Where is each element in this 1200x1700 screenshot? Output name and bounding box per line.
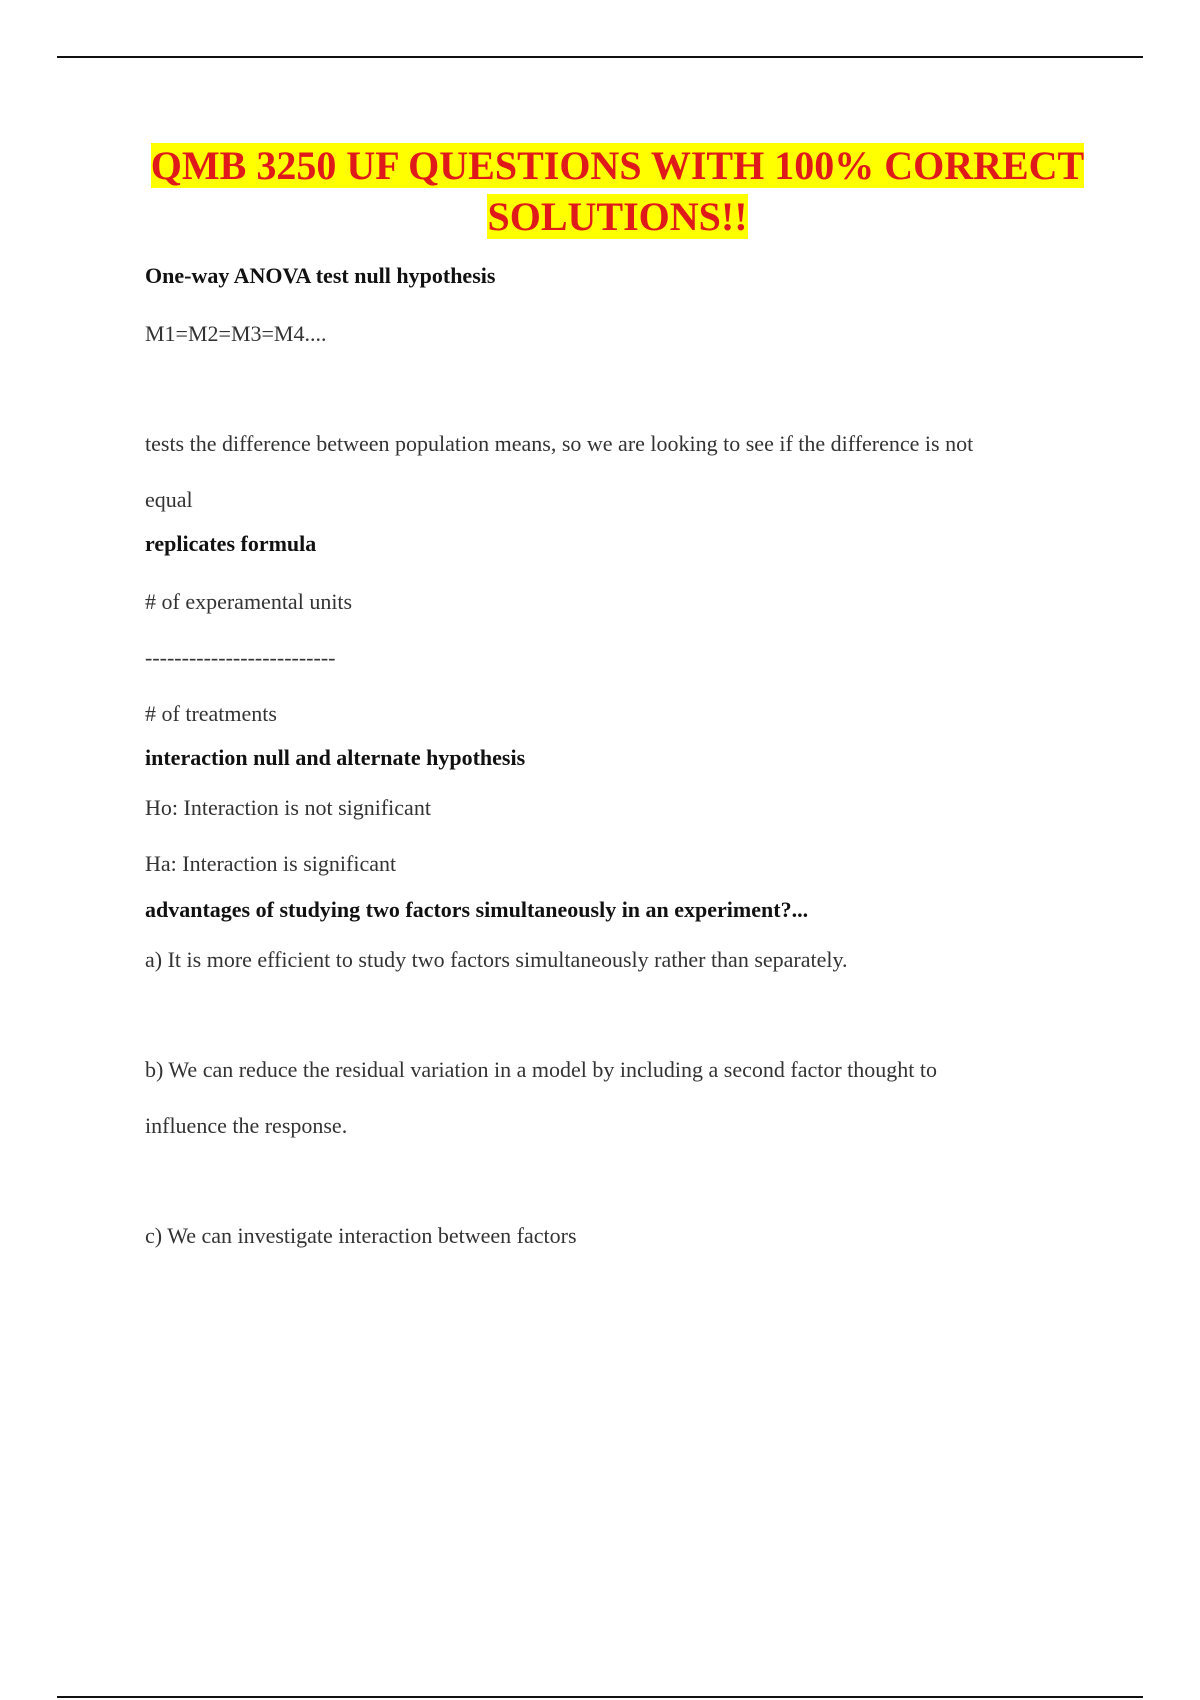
bottom-rule (57, 1696, 1143, 1698)
question-heading: replicates formula (145, 531, 317, 556)
answer-line: Ha: Interaction is significant (145, 851, 397, 876)
answer-line: Ho: Interaction is not significant (145, 795, 431, 820)
answer-line: # of experamental units (145, 589, 353, 614)
top-rule (57, 56, 1143, 58)
answer-line: M1=M2=M3=M4.... (145, 321, 327, 346)
title-block (145, 140, 1090, 242)
answer-line: # of treatments (145, 701, 277, 726)
document-body (145, 140, 1090, 1264)
answer-line: b) We can reduce the residual variation in a model by including a second factor thought to (145, 1057, 938, 1082)
answer-line: tests the difference between population means, so we are looking to see if the difference is not (145, 431, 974, 456)
answer-line: equal (145, 487, 193, 512)
answer-line: c) We can investigate interaction between factors (145, 1223, 577, 1248)
question-heading: advantages of studying two factors simultaneously in an experiment?... (145, 897, 809, 922)
question-heading: interaction null and alternate hypothesis (145, 745, 526, 770)
answer-line: -------------------------- (145, 645, 336, 670)
question-heading: One-way ANOVA test null hypothesis (145, 263, 496, 288)
answer-line: a) It is more efficient to study two factors simultaneously rather than separately. (145, 947, 848, 972)
document-title: QMB 3250 UF QUESTIONS WITH 100% CORRECT SOLUTIONS!! (150, 143, 1085, 239)
answer-line: influence the response. (145, 1113, 348, 1138)
